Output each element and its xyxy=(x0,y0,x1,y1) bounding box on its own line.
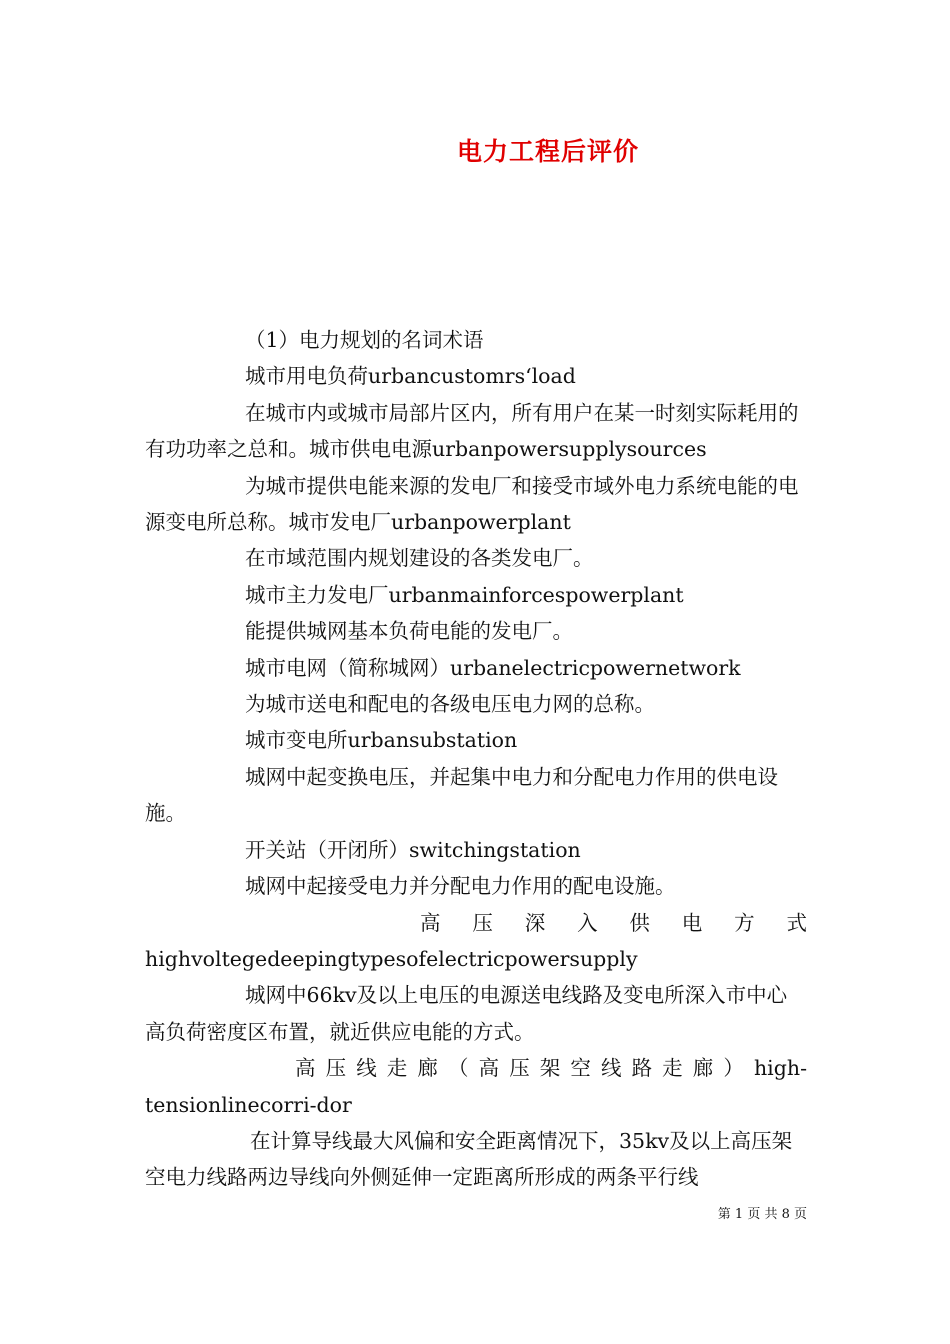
definition-paragraph: 城网中66kv及以上电压的电源送电线路及变电所深入市中心高负荷密度区布置，就近供应电能的方式。 xyxy=(145,983,788,1044)
definition-paragraph: 在计算导线最大风偏和安全距离情况下，35kv及以上高压架空电力线路两边导线向外侧延伸一定距离所形成的两条平行线 xyxy=(145,1128,793,1190)
term-line: 城市电网（简称城网）urbanelectricpowernetwork xyxy=(245,655,741,680)
term-line: 城市用电负荷urbancustomrs‘load xyxy=(245,364,576,389)
definition-paragraph: 为城市送电和配电的各级电压电力网的总称。 xyxy=(245,692,655,717)
definition-paragraph: 能提供城网基本负荷电能的发电厂。 xyxy=(245,619,573,644)
term-line: 高压深入供电方式 xyxy=(420,910,807,935)
term-line: 城市主力发电厂urbanmainforcespowerplant xyxy=(245,582,684,607)
definition-paragraph: 在城市内或城市局部片区内，所有用户在某一时刻实际耗用的有功功率之总和。城市供电电源urbanpowersupplysources xyxy=(145,400,799,462)
definition-paragraph: 在市域范围内规划建设的各类发电厂。 xyxy=(245,546,594,571)
term-line: 城市变电所urbansubstation xyxy=(245,728,518,753)
term-line-continued: highvoltegedeepingtypesofelectricpowersupply xyxy=(145,946,638,971)
definition-paragraph: 城网中起变换电压，并起集中电力和分配电力作用的供电设施。 xyxy=(145,764,778,826)
definition-paragraph: 城网中起接受电力并分配电力作用的配电设施。 xyxy=(245,874,676,899)
term-line-continued: tensionlinecorri-dor xyxy=(145,1092,352,1117)
document-body xyxy=(145,322,807,1196)
page-footer: 第 1 页 共 8 页 xyxy=(717,1207,807,1222)
term-line: 高压线走廊（高压架空线路走廊）high- xyxy=(295,1056,807,1081)
document-title: 电力工程后评价 xyxy=(456,137,639,166)
section-heading: （1）电力规划的名词术语 xyxy=(245,328,484,352)
definition-paragraph: 为城市提供电能来源的发电厂和接受市域外电力系统电能的电源变电所总称。城市发电厂urbanpowerplant xyxy=(145,473,799,535)
term-line: 开关站（开闭所）switchingstation xyxy=(245,837,581,862)
